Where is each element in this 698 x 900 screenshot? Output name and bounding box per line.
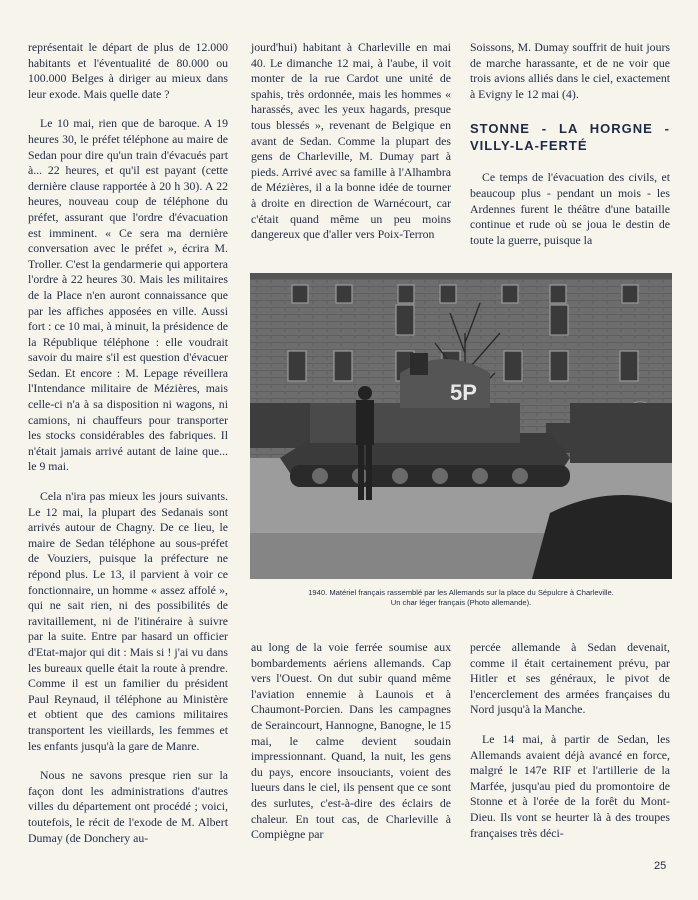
column-right-bottom — [470, 640, 670, 855]
photo-tank-charleville — [250, 273, 672, 579]
page-number: 25 — [654, 860, 667, 872]
column-right-top — [470, 40, 670, 262]
paragraph: percée allemande à Sedan devenait, comme il était certainement prévu, par Hitler et ses généraux, le pivot de l'encerclement des armées françaises du Nord jusqu'à la Manche. — [470, 640, 670, 717]
paragraph: jourd'hui) habitant à Charleville en mai 40. Le dimanche 12 mai, à l'aube, il voit monter de la rue Cardot une unité de spahis, très ordonnée, mais les hommes « harassés, avec les yeux hagards, presque tous blessés », revenant de Belgique en avant de Sedan. Comme la plupart des gens de Charleville, M. Dumay part à pieds. Arrivé avec sa famille à l'Alhambra de Mézières, il a la bonne idée de tourner à droite en direction de Warnécourt, car c'était quand même un peu moins dangereux que d'aller vers Poix-Terron — [251, 40, 451, 242]
caption-line: Un char léger français (Photo allemande). — [390, 598, 532, 607]
paragraph: Le 14 mai, à partir de Sedan, les Allemands avaient déjà avancé en force, malgré le 147e RIF et l'artillerie de la Marfée, jusqu'au pied du promontoire de Stonne et à l'orée de la forêt du Mont-Dieu. Ils vont se heurter là à des troupes françaises très déci- — [470, 731, 670, 840]
paragraph: Ce temps de l'évacuation des civils, et beaucoup plus - pendant un mois - les Ardennes furent le théâtre d'une bataille continue et rude où se joua le destin de toute la guerre, puisque la — [470, 170, 670, 247]
column-middle-bottom — [251, 640, 451, 857]
photo-caption — [250, 588, 672, 608]
paragraph: Le 10 mai, rien que de baroque. A 19 heures 30, le préfet téléphone au maire de Sedan pour dire qu'un train d'évacués part à... 22 heures, et qu'il est payant (cette dernière clause rapportée à 20 h 30). A 22 heures, nouveau coup de téléphone du préfet, assurant que l'ordre d'évacuation est imminent. « Ce sera ma dernière conversation avec le préfet », écrira M. Troller. C'est la gendarmerie qui apportera l'ordre à 22 heures 30. Mais les militaires de la Place n'en auront connaissance que par les affiches apposées en ville. Aussi fort : ce 10 mai, à minuit, la présidence de la République téléphone : elle voudrait savoir du maire s'il est question d'évacuer Sedan. Et encore : M. Lepage réveillera l'Intendance militaire de Mézières, mais celle-ci n'a à sa disposition ni wagons, ni camions, ni chauffeurs pour transporter les stocks considérables des fabriques. Il n'était jamais arrivé autant de laine que... le 9 mai. — [28, 116, 228, 474]
paragraph: Soissons, M. Dumay souffrit de huit jours de marche harassante, et de ne voir que trois avions alliés dans le ciel, exactement à Evigny le 12 mai (4). — [470, 40, 670, 101]
column-middle-top — [251, 40, 451, 257]
tank-marking: 5P — [450, 380, 477, 405]
paragraph: représentait le départ de plus de 12.000 habitants et l'éventualité de 80.000 ou 100.000 Belges à diriger au mieux dans leur exode. Mais quelle date ? — [28, 40, 228, 101]
section-heading: STONNE - LA HORGNE - VILLY-LA-FERTÉ — [470, 121, 670, 154]
caption-line: 1940. Matériel français rassemblé par les Allemands sur la place du Sépulcre à Charleville. — [308, 588, 614, 597]
paragraph: Nous ne savons presque rien sur la façon dont les administrations d'autres villes du département ont procédé ; voici, toutefois, le récit de l'exode de M. Albert Dumay (de Donchery au- — [28, 768, 228, 845]
column-left — [28, 40, 228, 860]
paragraph: Cela n'ira pas mieux les jours suivants. Le 12 mai, la plupart des Sedanais sont arrivés autour de Chagny. De ce lieu, le maire de Sedan téléphone au sous-préfet de Vouziers, puisque la préfecture ne répond plus. Le 13, il parvient à voir ce fonctionnaire, un homme « assez affolé », qui ne sait rien, ni des possibilités de ravitaillement, ni de l'itinéraire à suivre par la suite. Entre par hasard un officier d'Etat-major qui dit : Mais si ! j'ai vu dans les bureaux quelle était la route à prendre. Comme il est un familier du président Paul Reynaud, il téléphone au Ministère et obtient que des camions militaires transportent les vieillards, les femmes et les enfants jusqu'à la gare de Manre. — [28, 489, 228, 753]
paragraph: au long de la voie ferrée soumise aux bombardements aériens allemands. Cap vers l'Ouest. On dut subir quand même l'aviation ennemie à Launois et à Chaumont-Porcien. Dans les campagnes de Seraincourt, Hannogne, Banogne, le 15 mai, le calme devient soudain impressionnant. Quand, la nuit, les gens du pays, encore insouciants, voient des lueurs dans le ciel, ils pensent que ce sont des surlutes, c'est-à-dire des éclairs de chaleur. En tout cas, de Charleville à Compiègne par — [251, 640, 451, 842]
tank-photo-illustration — [250, 273, 672, 579]
